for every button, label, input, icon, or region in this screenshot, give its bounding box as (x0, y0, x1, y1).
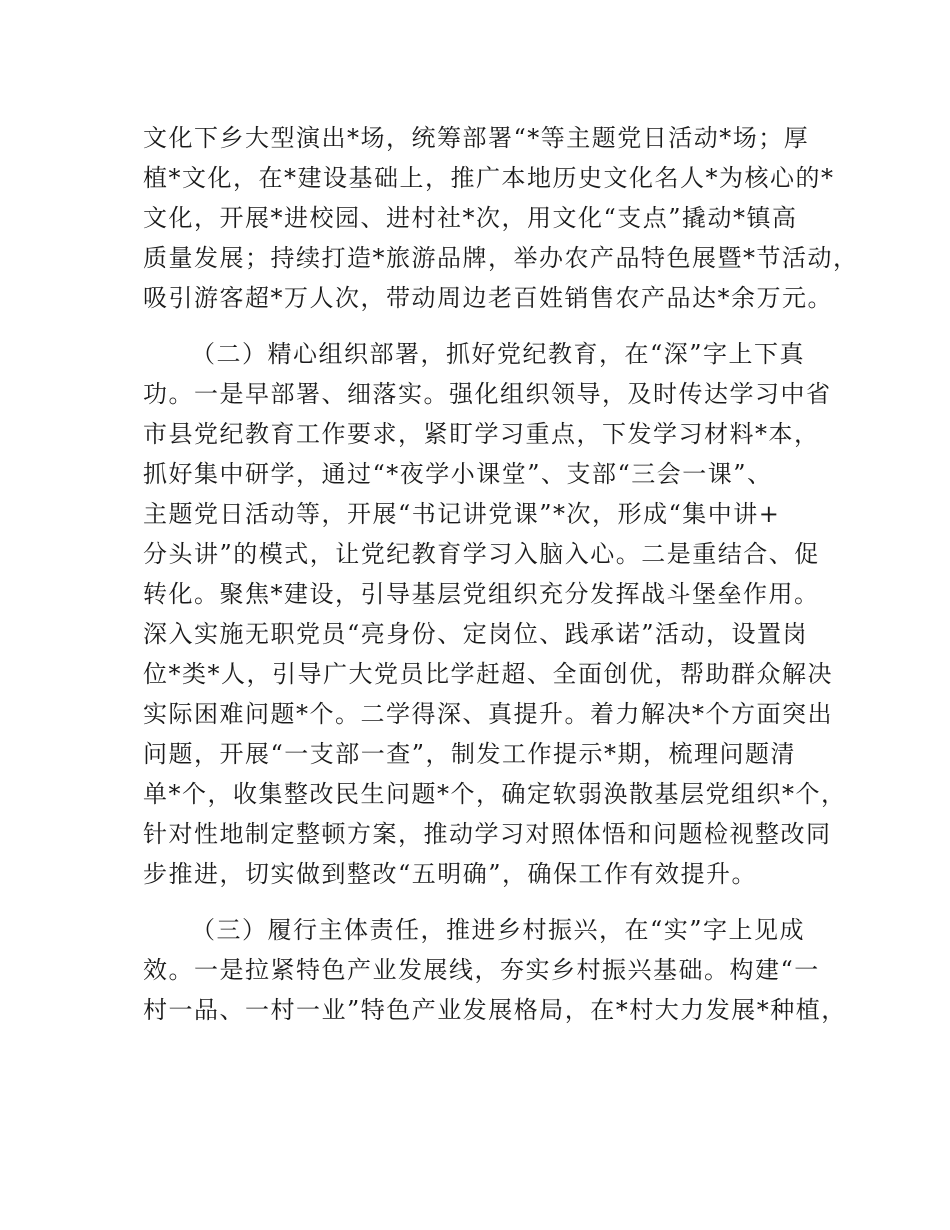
text-line: 分头讲”的模式，让党纪教育学习入脑入心。二是重结合、促 (143, 540, 820, 568)
text-line: 单*个，收集整改民生问题*个，确定软弱涣散基层党组织*个， (143, 780, 847, 808)
text-line: 文化，开展*进校园、进村社*次，用文化“支点”撬动*镇高 (143, 204, 798, 232)
text-line: 村一品、一村一业”特色产业发展格局，在*村大力发展*种植， (143, 996, 847, 1024)
text-line: 步推进，切实做到整改“五明确”，确保工作有效提升。 (143, 860, 758, 888)
paragraph-section-three (143, 910, 847, 1030)
paragraph-culture (143, 118, 859, 318)
text-line: 针对性地制定整顿方案，推动学习对照体悟和问题检视整改同 (143, 820, 832, 848)
text-line: 位*类*人，引导广大党员比学赶超、全面创优，帮助群众解决 (143, 660, 833, 688)
paragraph-section-two (143, 334, 847, 894)
text-line: 实际困难问题*个。二学得深、真提升。着力解决*个方面突出 (143, 700, 833, 728)
text-line: 市县党纪教育工作要求，紧盯学习重点，下发学习材料*本， (143, 420, 820, 448)
text-line: 问题，开展“一支部一查”，制发工作提示*期，梳理问题清 (143, 740, 797, 768)
text-line: 质量发展；持续打造*旅游品牌，举办农产品特色展暨*节活动， (143, 244, 859, 272)
text-line: 主题党日活动等，开展“书记讲党课”*次，形成“集中讲+ (143, 500, 781, 528)
document-body (143, 118, 859, 1046)
text-line: 吸引游客超*万人次，带动周边老百姓销售农产品达*余万元。 (143, 284, 833, 312)
text-line: 功。一是早部署、细落实。强化组织领导，及时传达学习中省 (143, 380, 832, 408)
text-line: 深入实施无职党员“亮身份、定岗位、践承诺”活动，设置岗 (143, 620, 809, 648)
text-line: 文化下乡大型演出*场，统筹部署“*等主题党日活动*场；厚 (143, 124, 810, 152)
text-line: 效。一是拉紧特色产业发展线，夯实乡村振兴基础。构建“一 (143, 956, 820, 984)
text-line: （三）履行主体责任，推进乡村振兴，在“实”字上见成 (191, 916, 806, 944)
text-line: 转化。聚焦*建设，引导基层党组织充分发挥战斗堡垒作用。 (143, 580, 820, 608)
text-line: 植*文化，在*建设基础上，推广本地历史文化名人*为核心的* (143, 164, 835, 192)
text-line: （二）精心组织部署，抓好党纪教育，在“深”字上下真 (191, 340, 806, 368)
text-line: 抓好集中研学，通过“*夜学小课堂”、支部“三会一课”、 (143, 460, 773, 488)
